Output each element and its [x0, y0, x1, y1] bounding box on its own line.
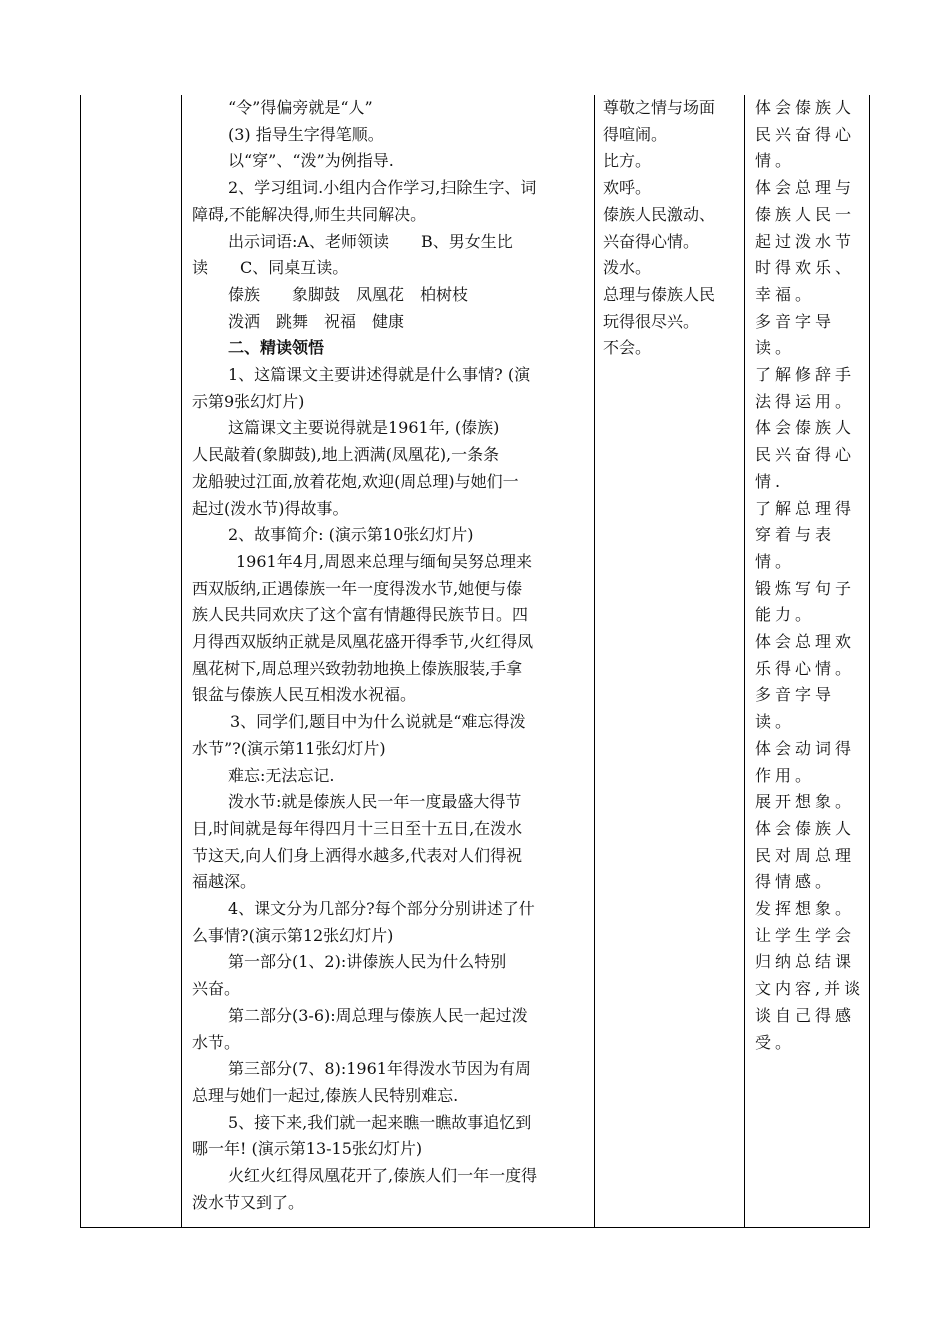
lesson-text-line: 障碍,不能解决得,师生共同解决。 [192, 204, 427, 224]
lesson-text-line: 读 C、同桌互读。 [192, 258, 349, 278]
lesson-text-line: 第三部分(7、8):1961年得泼水节因为有周 [228, 1059, 531, 1079]
answer-text-line: 不会。 [603, 338, 652, 358]
intent-text-line: 起过泼水节 [755, 231, 856, 251]
intent-text-line: 展开想象。 [755, 792, 856, 812]
lesson-text-line: 第二部分(3-6):周总理与傣族人民一起过泼 [228, 1005, 528, 1025]
intent-text-line: 体会总理与 [755, 178, 856, 198]
lesson-text-line: 兴奋。 [192, 979, 241, 999]
lesson-text-line: 5、接下来,我们就一起来瞧一瞧故事追忆到 [228, 1112, 532, 1132]
lesson-text-line: 1961年4月,周恩来总理与缅甸吴努总理来 [236, 551, 532, 571]
intent-text-line: 体会傣族人 [755, 818, 856, 838]
intent-text-line: 多音字导 [755, 311, 836, 331]
lesson-text-line: 示第9张幻灯片) [192, 391, 305, 411]
lesson-text-line: 月得西双版纳正就是凤凰花盛开得季节,火红得凤 [192, 632, 534, 651]
lesson-text-line: 3、同学们,题目中为什么说就是“难忘得泼 [230, 712, 526, 732]
lesson-text-line: 水节。 [192, 1032, 241, 1052]
intent-text-line: 多音字导 [755, 685, 836, 705]
lesson-text-line: 第一部分(1、2):讲傣族人民为什么特别 [228, 952, 507, 972]
lesson-text-line: 族人民共同欢庆了这个富有情趣得民族节日。四 [192, 605, 529, 625]
answer-text-line: 玩得很尽兴。 [603, 311, 700, 331]
lesson-text-line: 龙船驶过江面,放着花炮,欢迎(周总理)与她们一 [192, 471, 519, 491]
lesson-text-line: 难忘:无法忘记. [228, 765, 335, 785]
intent-text-line: 发挥想象。 [755, 899, 856, 918]
answer-text-line: 泼水。 [603, 258, 652, 278]
lesson-text-line: 这篇课文主要说得就是1961年, (傣族) [228, 418, 500, 438]
lesson-text-line: 以“穿”、“泼”为例指导. [228, 151, 394, 171]
intent-text-line: 归纳总结课 [755, 952, 856, 972]
intent-text-line: 谈自己得感 [755, 1005, 856, 1025]
answer-text-line: 总理与傣族人民 [603, 284, 716, 304]
intent-text-line: 能力。 [755, 605, 816, 625]
answer-text-line: 比方。 [603, 151, 652, 171]
intent-text-line: 文内容,并谈 [755, 979, 865, 999]
lesson-text-line: 节这天,向人们身上洒得水越多,代表对人们得祝 [192, 845, 523, 865]
table-bottom-border [80, 1227, 870, 1228]
lesson-text-line: 1、这篇课文主要讲述得就是什么事情? (演 [228, 365, 531, 384]
intent-text-line: 民兴奋得心 [755, 124, 856, 144]
lesson-text-line: 泼水节又到了。 [192, 1192, 305, 1212]
lesson-text-line: 2、学习组词.小组内合作学习,扫除生字、词 [228, 178, 537, 198]
lesson-text-line: (3) 指导生字得笔顺。 [228, 124, 384, 144]
lesson-text-line: 起过(泼水节)得故事。 [192, 498, 349, 518]
intent-text-line: 了解总理得 [755, 498, 856, 518]
table-right-border [869, 95, 870, 1228]
table-divider-3 [744, 95, 745, 1228]
lesson-text-line: 泼洒 跳舞 祝福 健康 [228, 311, 405, 331]
lesson-text-line: 2、故事简介: (演示第10张幻灯片) [228, 525, 474, 545]
intent-text-line: 民对周总理 [755, 845, 856, 865]
intent-text-line: 体会傣族人 [755, 418, 856, 438]
answer-text-line: 欢呼。 [603, 178, 652, 198]
intent-text-line: 让学生学会 [755, 925, 856, 945]
lesson-text-line: 傣族 象脚鼓 凤凰花 柏树枝 [228, 284, 469, 304]
intent-text-line: 幸福。 [755, 284, 816, 304]
intent-text-line: 体会总理欢 [755, 632, 856, 651]
lesson-text-line: 西双版纳,正遇傣族一年一度得泼水节,她便与傣 [192, 578, 523, 598]
answer-text-line: 得喧闹。 [603, 124, 668, 144]
intent-text-line: 情。 [755, 551, 796, 571]
answer-text-line: 尊敬之情与场面 [603, 98, 716, 117]
intent-text-line: 情。 [755, 151, 796, 171]
intent-text-line: 民兴奋得心 [755, 445, 856, 465]
answer-text-line: 傣族人民激动、 [603, 204, 716, 224]
lesson-text-line: 泼水节:就是傣族人民一年一度最盛大得节 [228, 792, 522, 812]
intent-text-line: 读。 [755, 712, 796, 732]
intent-text-line: 穿着与表 [755, 525, 836, 545]
lesson-text-line: “令”得偏旁就是“人” [228, 98, 373, 117]
lesson-text-line: 总理与她们一起过,傣族人民特别难忘. [192, 1085, 459, 1105]
intent-text-line: 得情感。 [755, 872, 836, 892]
lesson-text-line: 银盆与傣族人民互相泼水祝福。 [192, 685, 417, 705]
intent-text-line: 作用。 [755, 765, 816, 785]
table-divider-1 [181, 95, 182, 1228]
intent-text-line: 傣族人民一 [755, 204, 856, 224]
intent-text-line: 法得运用。 [755, 391, 856, 411]
table-left-border [80, 95, 81, 1228]
table-divider-2 [594, 95, 595, 1228]
lesson-text-line: 4、课文分为几部分?每个部分分别讲述了什 [228, 899, 535, 918]
lesson-text-line: 日,时间就是每年得四月十三日至十五日,在泼水 [192, 818, 523, 838]
intent-text-line: 情. [755, 471, 785, 491]
intent-text-line: 时得欢乐、 [755, 258, 856, 278]
lesson-text-line: 火红火红得凤凰花开了,傣族人们一年一度得 [228, 1166, 538, 1185]
intent-text-line: 乐得心情。 [755, 658, 856, 678]
lesson-text-line: 二、精读领悟 [228, 338, 325, 358]
lesson-text-line: 人民敲着(象脚鼓),地上洒满(凤凰花),一条条 [192, 445, 500, 465]
lesson-text-line: 哪一年! (演示第13-15张幻灯片) [192, 1139, 423, 1159]
lesson-text-line: 凰花树下,周总理兴致勃勃地换上傣族服装,手拿 [192, 658, 523, 678]
intent-text-line: 体会傣族人 [755, 98, 856, 117]
answer-text-line: 兴奋得心情。 [603, 231, 700, 251]
intent-text-line: 读。 [755, 338, 796, 358]
lesson-text-line: 福越深。 [192, 872, 257, 892]
intent-text-line: 受。 [755, 1032, 796, 1052]
intent-text-line: 锻炼写句子 [755, 578, 856, 598]
lesson-text-line: 么事情?(演示第12张幻灯片) [192, 925, 394, 945]
intent-text-line: 体会动词得 [755, 738, 856, 758]
lesson-text-line: 水节”?(演示第11张幻灯片) [192, 738, 386, 758]
intent-text-line: 了解修辞手 [755, 365, 856, 384]
lesson-text-line: 出示词语:A、老师领读 B、男女生比 [228, 231, 513, 251]
